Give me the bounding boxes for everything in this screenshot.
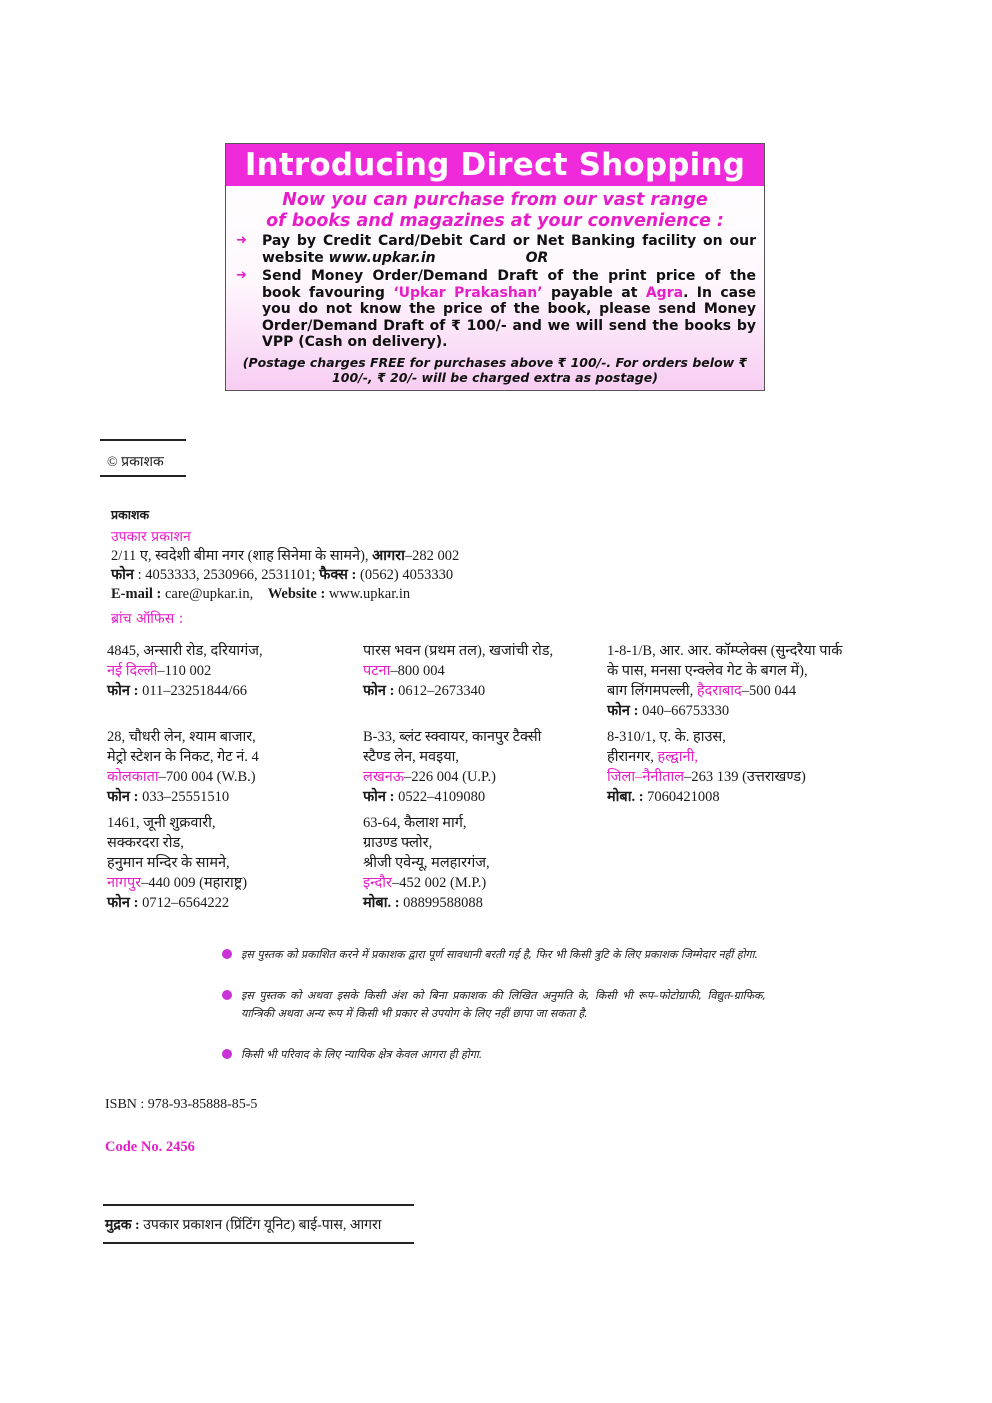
publisher-city: आगरा [372,548,405,564]
ad-title: Introducing Direct Shopping [226,144,764,186]
office-city: हैदराबाद [696,683,742,699]
branch-offices-heading: ब्रांच ऑफिस : [111,611,184,627]
divider-bottom [100,475,186,477]
ad-subtitle-line-1: Now you can purchase from our vast range [282,190,708,210]
office-phone: 0712–6564222 [138,895,230,911]
office-address: पारस भवन (प्रथम तल), खजांची रोड, [363,643,554,659]
ad-option-online [236,233,756,266]
office-address-3: हनुमान मन्दिर के सामने, [107,855,230,871]
publisher-contact [111,566,891,585]
ad-money-order-text-1: Send Money Order/Demand Draft of the print price of the book favouring [262,268,756,301]
office-city: लखनऊ [363,769,405,785]
arrow-right-icon: ➜ [236,268,247,283]
publisher-heading: प्रकाशक [111,507,150,522]
ad-payee-city: Agra [645,284,684,301]
phone-label: फोन : [107,683,139,699]
office-address: 8-310/1, ए. के. हाउस, [607,729,726,745]
bullet-icon [222,990,232,1000]
office-address-2: के पास, मनसा एन्क्लेव गेट के बगल में), [607,663,808,679]
arrow-right-icon: ➜ [236,233,247,248]
bullet-icon [222,1049,232,1059]
phone-label: फोन [111,567,134,583]
publisher-address-text: 2/11 ए, स्वदेशी बीमा नगर (शाह सिनेमा के सामने), [111,548,373,564]
ad-option-money-order [236,268,756,351]
ad-option-online-text: Pay by Credit Card/Debit Card or Net Banking facility on our website [262,233,756,266]
disclaimer-note-2 [222,987,766,1023]
office-pin: –263 139 (उत्तराखण्ड) [684,769,806,785]
publisher-pin: –282 002 [404,548,460,564]
disclaimer-note-1 [222,946,766,964]
office-address: 63-64, कैलाश मार्ग, [363,815,467,831]
office-phone: 040–66753330 [638,703,730,719]
divider-top [100,439,186,441]
office-haldwani [607,727,806,807]
publisher-name: उपकार प्रकाशन [111,529,191,545]
ad-money-order-text-2: payable at [542,284,646,301]
mobile-label: मोबा. : [363,895,400,911]
office-city: कोलकाता [107,769,159,785]
office-pin: –226 004 (U.P.) [404,769,496,785]
office-address-2: हीरानगर, [607,749,658,765]
office-address: 4845, अन्सारी रोड, दरियागंज, [107,643,263,659]
publisher-fax: (0562) 4053330 [356,567,454,583]
ad-money-order-text-3: . In case you do not know the price of the book, please send Money Order/Demand Draft of ₹ 100/- and we will send the books by VPP (Cash on delivery). [262,284,756,350]
disclaimer-text: किसी भी परिवाद के लिए न्यायिक क्षेत्र केवल आगरा ही होगा. [241,1048,483,1061]
publisher-block [111,505,891,629]
disclaimer-note-3 [222,1046,766,1064]
office-phone: 0612–2673340 [394,683,486,699]
publisher-email[interactable]: care@upkar.in, [161,586,254,602]
office-address: 28, चौधरी लेन, श्याम बाजार, [107,729,256,745]
ad-or-text: OR [525,249,549,266]
code-number: Code No. 2456 [105,1139,195,1155]
phone-label: फोन : [363,683,395,699]
office-phone: 08899588088 [399,895,483,911]
office-address-2: स्टैण्ड लेन, मवइया, [363,749,459,765]
office-address-3: श्रीजी एवेन्यू, मलहारगंज, [363,855,490,871]
office-city: नागपुर [107,875,142,891]
office-patna [363,641,553,701]
office-lucknow [363,727,541,807]
office-phone: 0522–4109080 [394,789,486,805]
office-delhi [107,641,263,701]
ad-payee-name: ‘Upkar Prakashan’ [393,284,543,301]
office-city: हल्द्वानी, [657,749,698,765]
email-label: E-mail : [111,586,162,602]
publisher-phone: : 4053333, 2530966, 2531101; [133,567,320,583]
office-address-2: सक्करदरा रोड, [107,835,184,851]
office-address: 1-8-1/B, आर. आर. कॉम्प्लेक्स (सुन्दरैया पार्क [607,643,843,659]
office-district: जिला–नैनीताल [607,769,685,785]
ad-postage-note: (Postage charges FREE for purchases above ₹ 100/-. For orders below ₹ 100/-, ₹ 20/- will be charged extra as postage) [242,354,748,385]
phone-label: फोन : [107,895,139,911]
office-phone: 033–25551510 [138,789,230,805]
disclaimer-text: इस पुस्तक को अथवा इसके किसी अंश को बिना प्रकाशक की लिखित अनुमति के, किसी भी रूप–फोटोग्राफी, विद्युत-ग्राफिक, यान्त्रिकी अथवा अन्य रूप में किसी भी प्रकार से उपयोग के लिए नहीं छापा जा सकता है. [241,989,766,1020]
fax-label: फैक्स : [319,567,357,583]
office-city: पटना [363,663,391,679]
website-label: Website : [267,586,326,602]
office-address-2: मेट्रो स्टेशन के निकट, गेट नं. 4 [107,749,259,765]
office-hyderabad [607,641,842,721]
divider-printer-top [103,1204,414,1206]
office-pin: –500 044 [741,683,797,699]
office-pin: –440 009 (महाराष्ट्र) [141,875,248,891]
printer-line [105,1215,381,1234]
office-address-3: बाग लिंगमपल्ली, [607,683,697,699]
printer-label: मुद्रक : [105,1218,140,1233]
office-pin: –700 004 (W.B.) [158,769,256,785]
bullet-icon [222,949,232,959]
mobile-label: मोबा. : [607,789,644,805]
office-pin: –800 004 [390,663,445,679]
office-address: B-33, ब्लंट स्क्वायर, कानपुर टैक्सी [363,729,542,745]
office-pin: –110 002 [157,663,212,679]
divider-printer-bottom [103,1242,414,1244]
office-pin: –452 002 (M.P.) [392,875,487,891]
office-city: इन्दौर [363,875,392,891]
office-phone: 011–23251844/66 [138,683,248,699]
office-city: नई दिल्ली [107,663,158,679]
phone-label: फोन : [363,789,395,805]
publisher-online [111,585,891,604]
copyright-line: © प्रकाशक [107,455,164,470]
ad-subtitle-line-2: of books and magazines at your convenience : [266,211,724,231]
publisher-address [111,547,891,566]
office-phone: 7060421008 [643,789,720,805]
office-indore [363,813,490,913]
ad-payment-options [236,233,756,351]
ad-subtitle [226,190,764,232]
office-nagpur [107,813,247,913]
direct-shopping-ad [225,143,765,391]
office-kolkata [107,727,259,807]
ad-website-link[interactable]: www.upkar.in [328,249,436,266]
publisher-website[interactable]: www.upkar.in [325,586,411,602]
office-address-2: ग्राउण्ड फ्लोर, [363,835,433,851]
isbn: ISBN : 978-93-85888-85-5 [105,1097,258,1112]
phone-label: फोन : [607,703,639,719]
disclaimer-text: इस पुस्तक को प्रकाशित करने में प्रकाशक द्वारा पूर्ण सावधानी बरती गई है, फिर भी किसी त्रुटि के लिए प्रकाशक जिम्मेदार नहीं होगा. [241,948,758,961]
office-address: 1461, जूनी शुक्रवारी, [107,815,216,831]
phone-label: फोन : [107,789,139,805]
printer-text: उपकार प्रकाशन (प्रिंटिंग यूनिट) बाई-पास, आगरा [139,1218,382,1233]
